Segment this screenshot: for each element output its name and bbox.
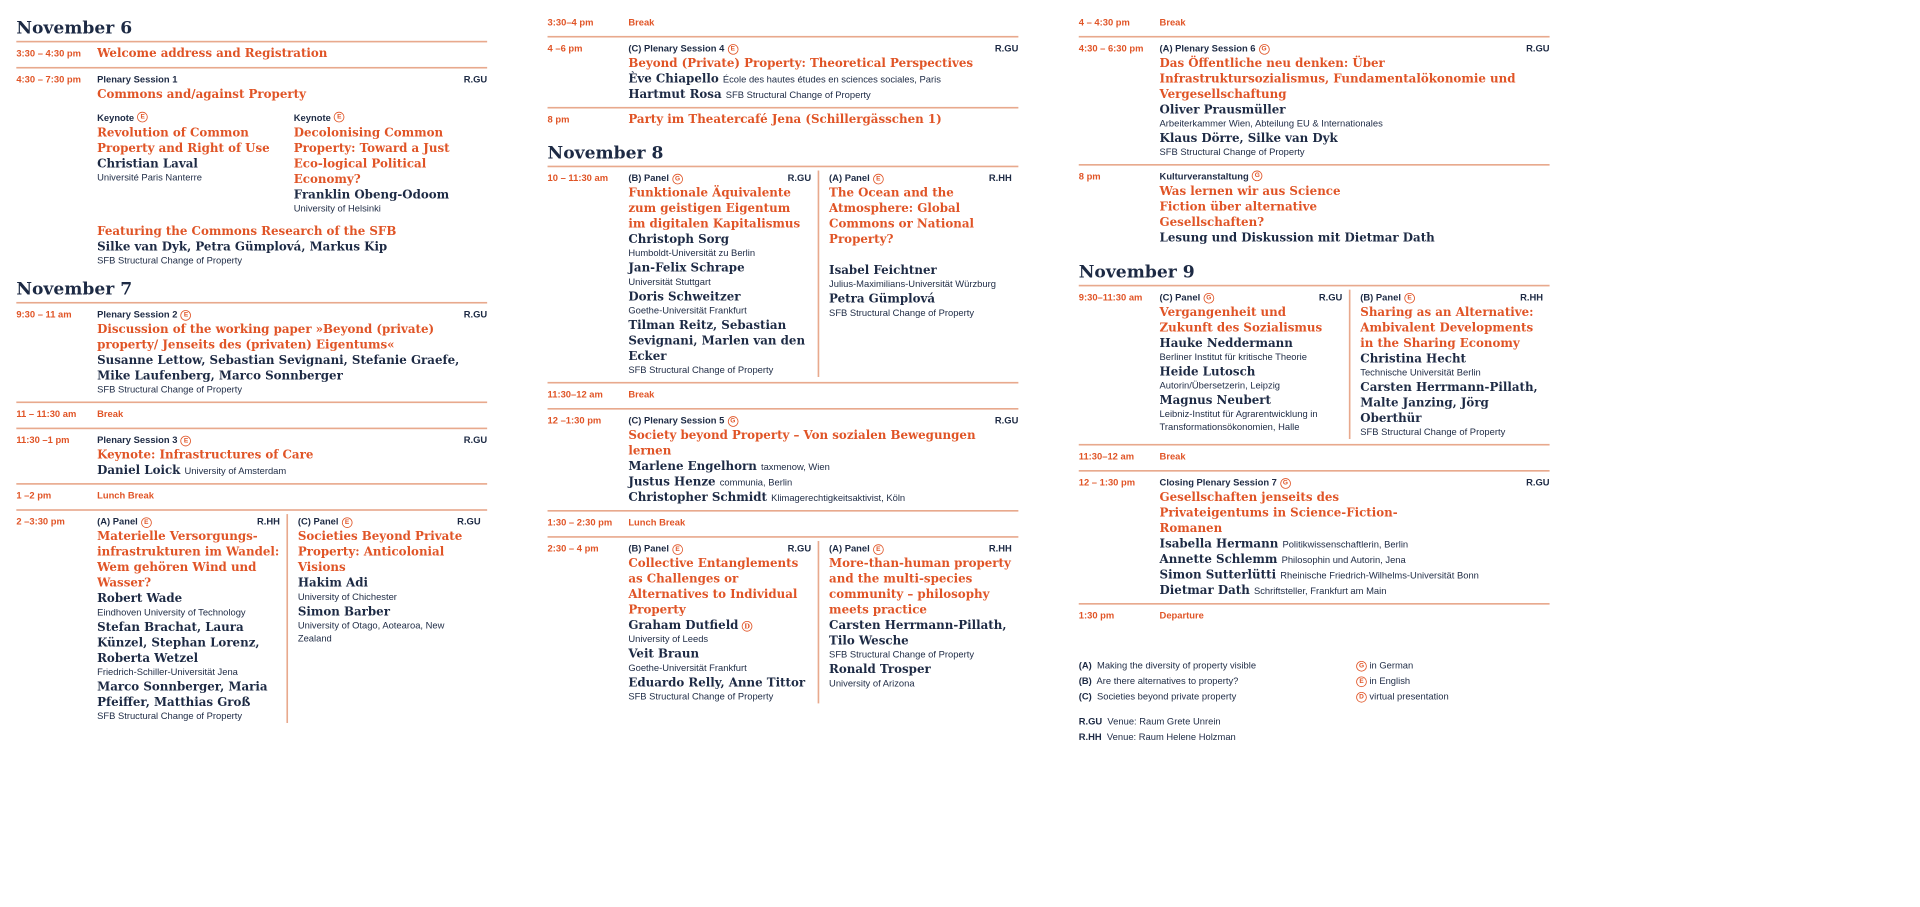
affiliation: Université Paris Nanterre: [97, 172, 202, 183]
speaker: Dietmar Dath: [1159, 583, 1250, 598]
room: R.GU: [463, 310, 488, 320]
time: 4:30 – 7:30 pm: [16, 75, 82, 85]
event-title: Welcome address and Registration: [97, 46, 328, 61]
keynote-label: Keynote: [97, 113, 135, 124]
affiliation: University of Helsinki: [293, 204, 381, 214]
affiliation: SFB Structural Change of Property: [97, 711, 243, 722]
speaker: Oliver Prausmüller: [1159, 102, 1286, 117]
speaker: Eduardo Relly, Anne Tittor: [628, 675, 806, 690]
panel-label: (C) Panel: [1159, 292, 1201, 303]
time: 3:30 – 4:30 pm: [16, 48, 82, 59]
column-3: [1079, 0, 1550, 746]
affiliation: communia, Berlin: [719, 478, 793, 488]
panel-label: (C) Panel: [297, 517, 339, 528]
schedule-block: [16, 304, 487, 404]
panel-title: More-than-human property and the multi-species community – philosophy meets practice: [829, 556, 1011, 617]
time: 1 –2 pm: [16, 491, 52, 502]
affiliation: Technische Universität Berlin: [1360, 368, 1481, 378]
affiliation: Universität Stuttgart: [628, 277, 711, 288]
virtual-presentation-icon: D: [742, 621, 753, 632]
affiliation: Philosophin und Autorin, Jena: [1281, 555, 1406, 566]
speaker: Klaus Dörre, Silke van Dyk: [1159, 131, 1338, 146]
affiliation: Autorin/Übersetzerin, Leipzig: [1159, 381, 1281, 391]
english-icon: E: [141, 517, 152, 528]
speaker: Stefan Brachat, Laura Künzel, Stephan Lorenz, Roberta Wetzel: [97, 620, 260, 666]
legend: [1079, 659, 1550, 746]
time: 3:30–4 pm: [547, 17, 594, 28]
schedule-block: [16, 429, 487, 484]
keynote-title: Decolonising Common Property: Toward a Just Eco-logical Political Economy?: [293, 125, 450, 187]
speaker: Magnus Neubert: [1159, 393, 1272, 408]
german-icon: G: [1356, 661, 1367, 672]
speakers: Susanne Lettow, Sebastian Sevignani, Stefanie Graefe, Mike Laufenberg, Marco Sonnberger: [97, 353, 460, 383]
time: 12 – 1:30 pm: [1078, 478, 1136, 488]
room: R.HH: [988, 544, 1012, 555]
legend-item: R.GU Venue: Raum Grete Unrein: [1078, 717, 1221, 728]
break-label: Break: [1159, 17, 1186, 28]
speaker: Carsten Herrmann-Pillath, Malte Janzing, Jörg Oberthür: [1360, 380, 1538, 426]
panel: [628, 171, 817, 377]
affiliation: Rheinische Friedrich-Wilhelms-Universität Bonn: [1280, 571, 1479, 581]
speaker: Marlene Engelhorn: [628, 459, 757, 474]
session-title: Society beyond Property – Von sozialen Bewegungen lernen: [628, 428, 976, 458]
schedule-block: [1079, 446, 1550, 472]
speaker: Christopher Schmidt: [628, 490, 767, 505]
panel-title: The Ocean and the Atmosphere: Global Commons or National Property?: [829, 186, 975, 247]
panel: [818, 171, 1019, 377]
german-icon: G: [1280, 478, 1291, 489]
schedule-block: [548, 384, 1019, 410]
english-icon: E: [137, 112, 148, 123]
affiliation: Julius-Maximilians-Universität Würzburg: [829, 279, 996, 290]
schedule-block: [548, 11, 1019, 37]
schedule-block: [1079, 472, 1550, 605]
english-icon: E: [342, 517, 353, 528]
lunch-break-label: Lunch Break: [628, 518, 686, 528]
virtual-presentation-icon: D: [1356, 692, 1367, 703]
room: R.GU: [1526, 44, 1550, 54]
speaker: Robert Wade: [97, 591, 183, 606]
schedule-block: [548, 167, 1019, 383]
room: R.GU: [787, 544, 812, 555]
affiliation: University of Chichester: [297, 592, 397, 603]
lunch-break-label: Lunch Break: [97, 491, 154, 502]
room: R.GU: [463, 435, 488, 446]
schedule-block: [1079, 605, 1550, 629]
event-label: Kulturveranstaltung: [1159, 172, 1249, 182]
time: 8 pm: [1078, 172, 1101, 182]
break-label: Break: [628, 390, 655, 400]
schedule-block: [16, 42, 487, 68]
speaker: Marco Sonnberger, Maria Pfeiffer, Matthias Groß: [97, 679, 268, 710]
speaker: Daniel Loick: [97, 463, 181, 478]
break-label: Break: [97, 409, 124, 420]
time: 8 pm: [547, 115, 570, 125]
affiliation: Arbeiterkammer Wien, Abteilung EU & Internationales: [1159, 119, 1383, 129]
speaker: Jan-Felix Schrape: [628, 261, 745, 275]
break-label: Break: [628, 17, 655, 28]
day-heading: November 6: [16, 16, 487, 42]
speaker: Simon Barber: [297, 604, 390, 619]
schedule-block: [16, 485, 487, 511]
speaker: Hauke Neddermann: [1159, 336, 1293, 351]
affiliation: Humboldt-Universität zu Berlin: [628, 248, 756, 259]
panel: [286, 514, 487, 723]
legend-item: R.HH Venue: Raum Helene Holzman: [1078, 732, 1236, 743]
panel-label: (A) Panel: [97, 517, 138, 528]
affiliation: SFB Structural Change of Property: [628, 691, 774, 702]
room: R.GU: [787, 173, 812, 184]
german-icon: G: [672, 174, 683, 185]
english-icon: E: [1356, 676, 1367, 687]
schedule-block: [548, 538, 1019, 709]
time: 1:30 – 2:30 pm: [547, 518, 613, 528]
german-icon: G: [1252, 171, 1263, 182]
time: 11 – 11:30 am: [16, 409, 77, 420]
session-label: Plenary Session 3: [97, 435, 178, 446]
legend-item: (B) Are there alternatives to property?: [1078, 676, 1239, 687]
panel-title: Funktionale Äquivalente zum geistigen Eigentum im digitalen Kapitalismus: [628, 186, 801, 231]
room: R.GU: [994, 416, 1019, 426]
schedule-block: [16, 69, 487, 273]
english-icon: E: [181, 436, 192, 447]
affiliation: SFB Structural Change of Property: [97, 256, 243, 267]
session-title: Das Öffentliche neu denken: Über Infrastruktursozialismus, Fundamentalökonomie und Vergesellschaftung: [1159, 56, 1516, 102]
affiliation: Friedrich-Schiller-Universität Jena: [97, 667, 238, 678]
english-icon: E: [334, 112, 345, 123]
session-title: Discussion of the working paper »Beyond (private) property/ Jenseits des (privaten) Eigentums«: [97, 322, 435, 352]
day-heading: November 8: [548, 141, 1019, 167]
schedule-block: [548, 109, 1019, 133]
speaker: Veit Braun: [628, 647, 700, 661]
time: 11:30–12 am: [547, 390, 603, 400]
session-title: Commons and/against Property: [97, 87, 306, 102]
room: R.HH: [256, 517, 280, 528]
panel: [1349, 290, 1550, 439]
affiliation: SFB Structural Change of Property: [725, 90, 871, 101]
english-icon: E: [873, 544, 884, 555]
break-label: Break: [1159, 452, 1186, 462]
panel-title: Materielle Versorgungs-infrastrukturen im Wandel: Wem gehören Wind und Wasser?: [97, 529, 280, 590]
affiliation: University of Otago, Aotearoa, New Zealand: [297, 620, 445, 644]
affiliation: Schriftsteller, Frankfurt am Main: [1253, 586, 1387, 597]
affiliation: SFB Structural Change of Property: [1360, 427, 1506, 438]
affiliation: University of Arizona: [829, 678, 915, 689]
speaker: Hartmut Rosa: [628, 87, 722, 102]
english-icon: E: [728, 44, 739, 55]
time: 11:30–12 am: [1078, 452, 1135, 462]
affiliation: SFB Structural Change of Property: [829, 650, 975, 661]
session-label: (A) Plenary Session 6: [1159, 44, 1256, 54]
legend-item: G in German: [1356, 659, 1449, 675]
english-icon: E: [181, 310, 192, 321]
schedule-block: [16, 511, 487, 728]
affiliation: Leibniz-Institut für Agrarentwicklung in Transformationsökonomien, Halle: [1159, 409, 1318, 433]
schedule-block: [548, 38, 1019, 109]
time: 9:30–11:30 am: [1078, 292, 1143, 303]
speaker: Heide Lutosch: [1159, 364, 1256, 379]
room: R.GU: [463, 75, 488, 85]
session-label: Plenary Session 2: [97, 310, 178, 320]
panel-label: (A) Panel: [829, 544, 870, 555]
time: 2:30 – 4 pm: [547, 544, 599, 555]
time: 10 – 11:30 am: [547, 173, 609, 184]
session-label: (C) Plenary Session 4: [628, 44, 725, 54]
time: 12 –1:30 pm: [547, 416, 602, 426]
keynote-label: Keynote: [293, 113, 331, 124]
affiliation: Politikwissenschaftlerin, Berlin: [1282, 540, 1409, 550]
speaker: Isabella Hermann: [1159, 536, 1279, 551]
time: 2 –3:30 pm: [16, 517, 65, 528]
speaker: Tilman Reitz, Sebastian Sevignani, Marlen van den Ecker: [628, 318, 806, 364]
english-icon: E: [1404, 293, 1415, 304]
schedule-block: [1079, 286, 1550, 445]
speaker: Justus Henze: [628, 474, 716, 489]
legend-item: (A) Making the diversity of property visible: [1078, 660, 1257, 671]
english-icon: E: [672, 544, 683, 555]
panel: [1160, 290, 1349, 439]
room: R.HH: [988, 173, 1012, 184]
panel-title: Societies Beyond Private Property: Anticolonial Visions: [297, 529, 463, 575]
speaker: Isabel Feichtner: [829, 263, 937, 278]
time: 11:30 –1 pm: [16, 435, 70, 446]
session-label: (C) Plenary Session 5: [628, 416, 725, 426]
speaker: Annette Schlemm: [1159, 552, 1278, 567]
affiliation: SFB Structural Change of Property: [628, 365, 774, 376]
time: 4:30 – 6:30 pm: [1078, 44, 1144, 54]
german-icon: G: [728, 416, 739, 427]
panel-label: (B) Panel: [628, 544, 669, 555]
session-title: Beyond (Private) Property: Theoretical Perspectives: [628, 56, 974, 71]
schedule-block: [1079, 38, 1550, 166]
affiliation: Klimagerechtigkeitsaktivist, Köln: [771, 493, 906, 504]
time: 4 – 4:30 pm: [1078, 17, 1130, 28]
room: R.GU: [1526, 478, 1550, 488]
english-icon: E: [873, 174, 884, 185]
panel-title: Vergangenheit und Zukunft des Sozialismus: [1159, 305, 1323, 335]
room: R.GU: [1318, 292, 1343, 303]
panel-label: (A) Panel: [829, 173, 870, 184]
panel: [818, 541, 1019, 703]
departure-label: Departure: [1159, 611, 1204, 621]
affiliation: Goethe-Universität Frankfurt: [628, 663, 747, 674]
featured-title: Featuring the Commons Research of the SFB: [97, 224, 397, 239]
legend-item: E in English: [1356, 674, 1449, 690]
schedule-block: [548, 512, 1019, 538]
day-heading: November 9: [1079, 260, 1550, 286]
legend-item: D virtual presentation: [1356, 690, 1449, 706]
keynote-title: Revolution of Common Property and Right of Use: [97, 125, 270, 156]
day-heading: November 7: [16, 277, 487, 303]
room: R.HH: [1520, 292, 1544, 303]
event-title: Party im Theatercafé Jena (Schillergässchen 1): [628, 112, 942, 127]
panel-title: Collective Entanglements as Challenges or Alternatives to Individual Property: [628, 556, 799, 617]
affiliation: École des hautes études en sciences sociales, Paris: [722, 75, 941, 85]
affiliation: Berliner Institut für kritische Theorie: [1159, 352, 1307, 363]
panel: [97, 514, 286, 723]
session-title: Keynote: Infrastructures of Care: [97, 447, 314, 462]
schedule-block: [548, 410, 1019, 512]
speaker: Carsten Herrmann-Pillath, Tilo Wesche: [829, 618, 1007, 648]
column-1: [16, 0, 487, 728]
german-icon: G: [1259, 44, 1270, 55]
schedule-block: [1079, 166, 1550, 251]
session-label: Plenary Session 1: [97, 75, 178, 85]
speaker: Ève Chiapello: [628, 71, 719, 86]
event-subtitle: Lesung und Diskussion mit Dietmar Dath: [1159, 230, 1435, 245]
affiliation: Eindhoven University of Technology: [97, 607, 246, 618]
speaker: Petra Gümplová: [829, 292, 936, 306]
affiliation: Goethe-Universität Frankfurt: [628, 306, 747, 316]
session-label: Closing Plenary Session 7: [1159, 478, 1277, 488]
speaker: Christina Hecht: [1360, 351, 1467, 366]
panel: [628, 541, 817, 703]
panel-label: (B) Panel: [628, 173, 669, 184]
affiliation: University of Amsterdam: [184, 466, 287, 477]
session-title: Gesellschaften jenseits des Privateigentums in Science-Fiction-Romanen: [1159, 490, 1398, 536]
speaker: Simon Sutterlütti: [1159, 567, 1277, 582]
time: 1:30 pm: [1078, 611, 1115, 621]
schedule-block: [16, 403, 487, 429]
affiliation: SFB Structural Change of Property: [829, 308, 975, 319]
affiliation: University of Leeds: [628, 634, 709, 645]
room: R.GU: [994, 44, 1019, 54]
affiliation: taxmenow, Wien: [760, 462, 830, 473]
column-2: [548, 0, 1019, 708]
event-title: Was lernen wir aus Science Fiction über alternative Gesellschaften?: [1159, 184, 1341, 230]
speaker: Christian Laval: [97, 156, 198, 171]
legend-item: (C) Societies beyond private property: [1078, 691, 1237, 702]
affiliation: SFB Structural Change of Property: [97, 385, 243, 395]
panel-label: (B) Panel: [1360, 292, 1401, 303]
german-icon: G: [1203, 293, 1214, 304]
speaker: Ronald Trosper: [829, 662, 931, 677]
schedule-block: [1079, 11, 1550, 37]
time: 9:30 – 11 am: [16, 310, 72, 320]
speaker: Graham Dutfield: [628, 618, 739, 633]
speaker: Doris Schweitzer: [628, 289, 741, 304]
room: R.GU: [457, 517, 481, 528]
speaker: Hakim Adi: [297, 576, 368, 590]
speakers: Silke van Dyk, Petra Gümplová, Markus Kip: [97, 239, 388, 254]
keynote: [97, 110, 290, 215]
keynote: [290, 110, 487, 215]
speaker: Christoph Sorg: [628, 232, 730, 247]
affiliation: SFB Structural Change of Property: [1159, 147, 1305, 158]
speaker: Franklin Obeng-Odoom: [293, 187, 450, 202]
panel-title: Sharing as an Alternative: Ambivalent Developments in the Sharing Economy: [1360, 305, 1534, 351]
time: 4 –6 pm: [547, 44, 583, 54]
